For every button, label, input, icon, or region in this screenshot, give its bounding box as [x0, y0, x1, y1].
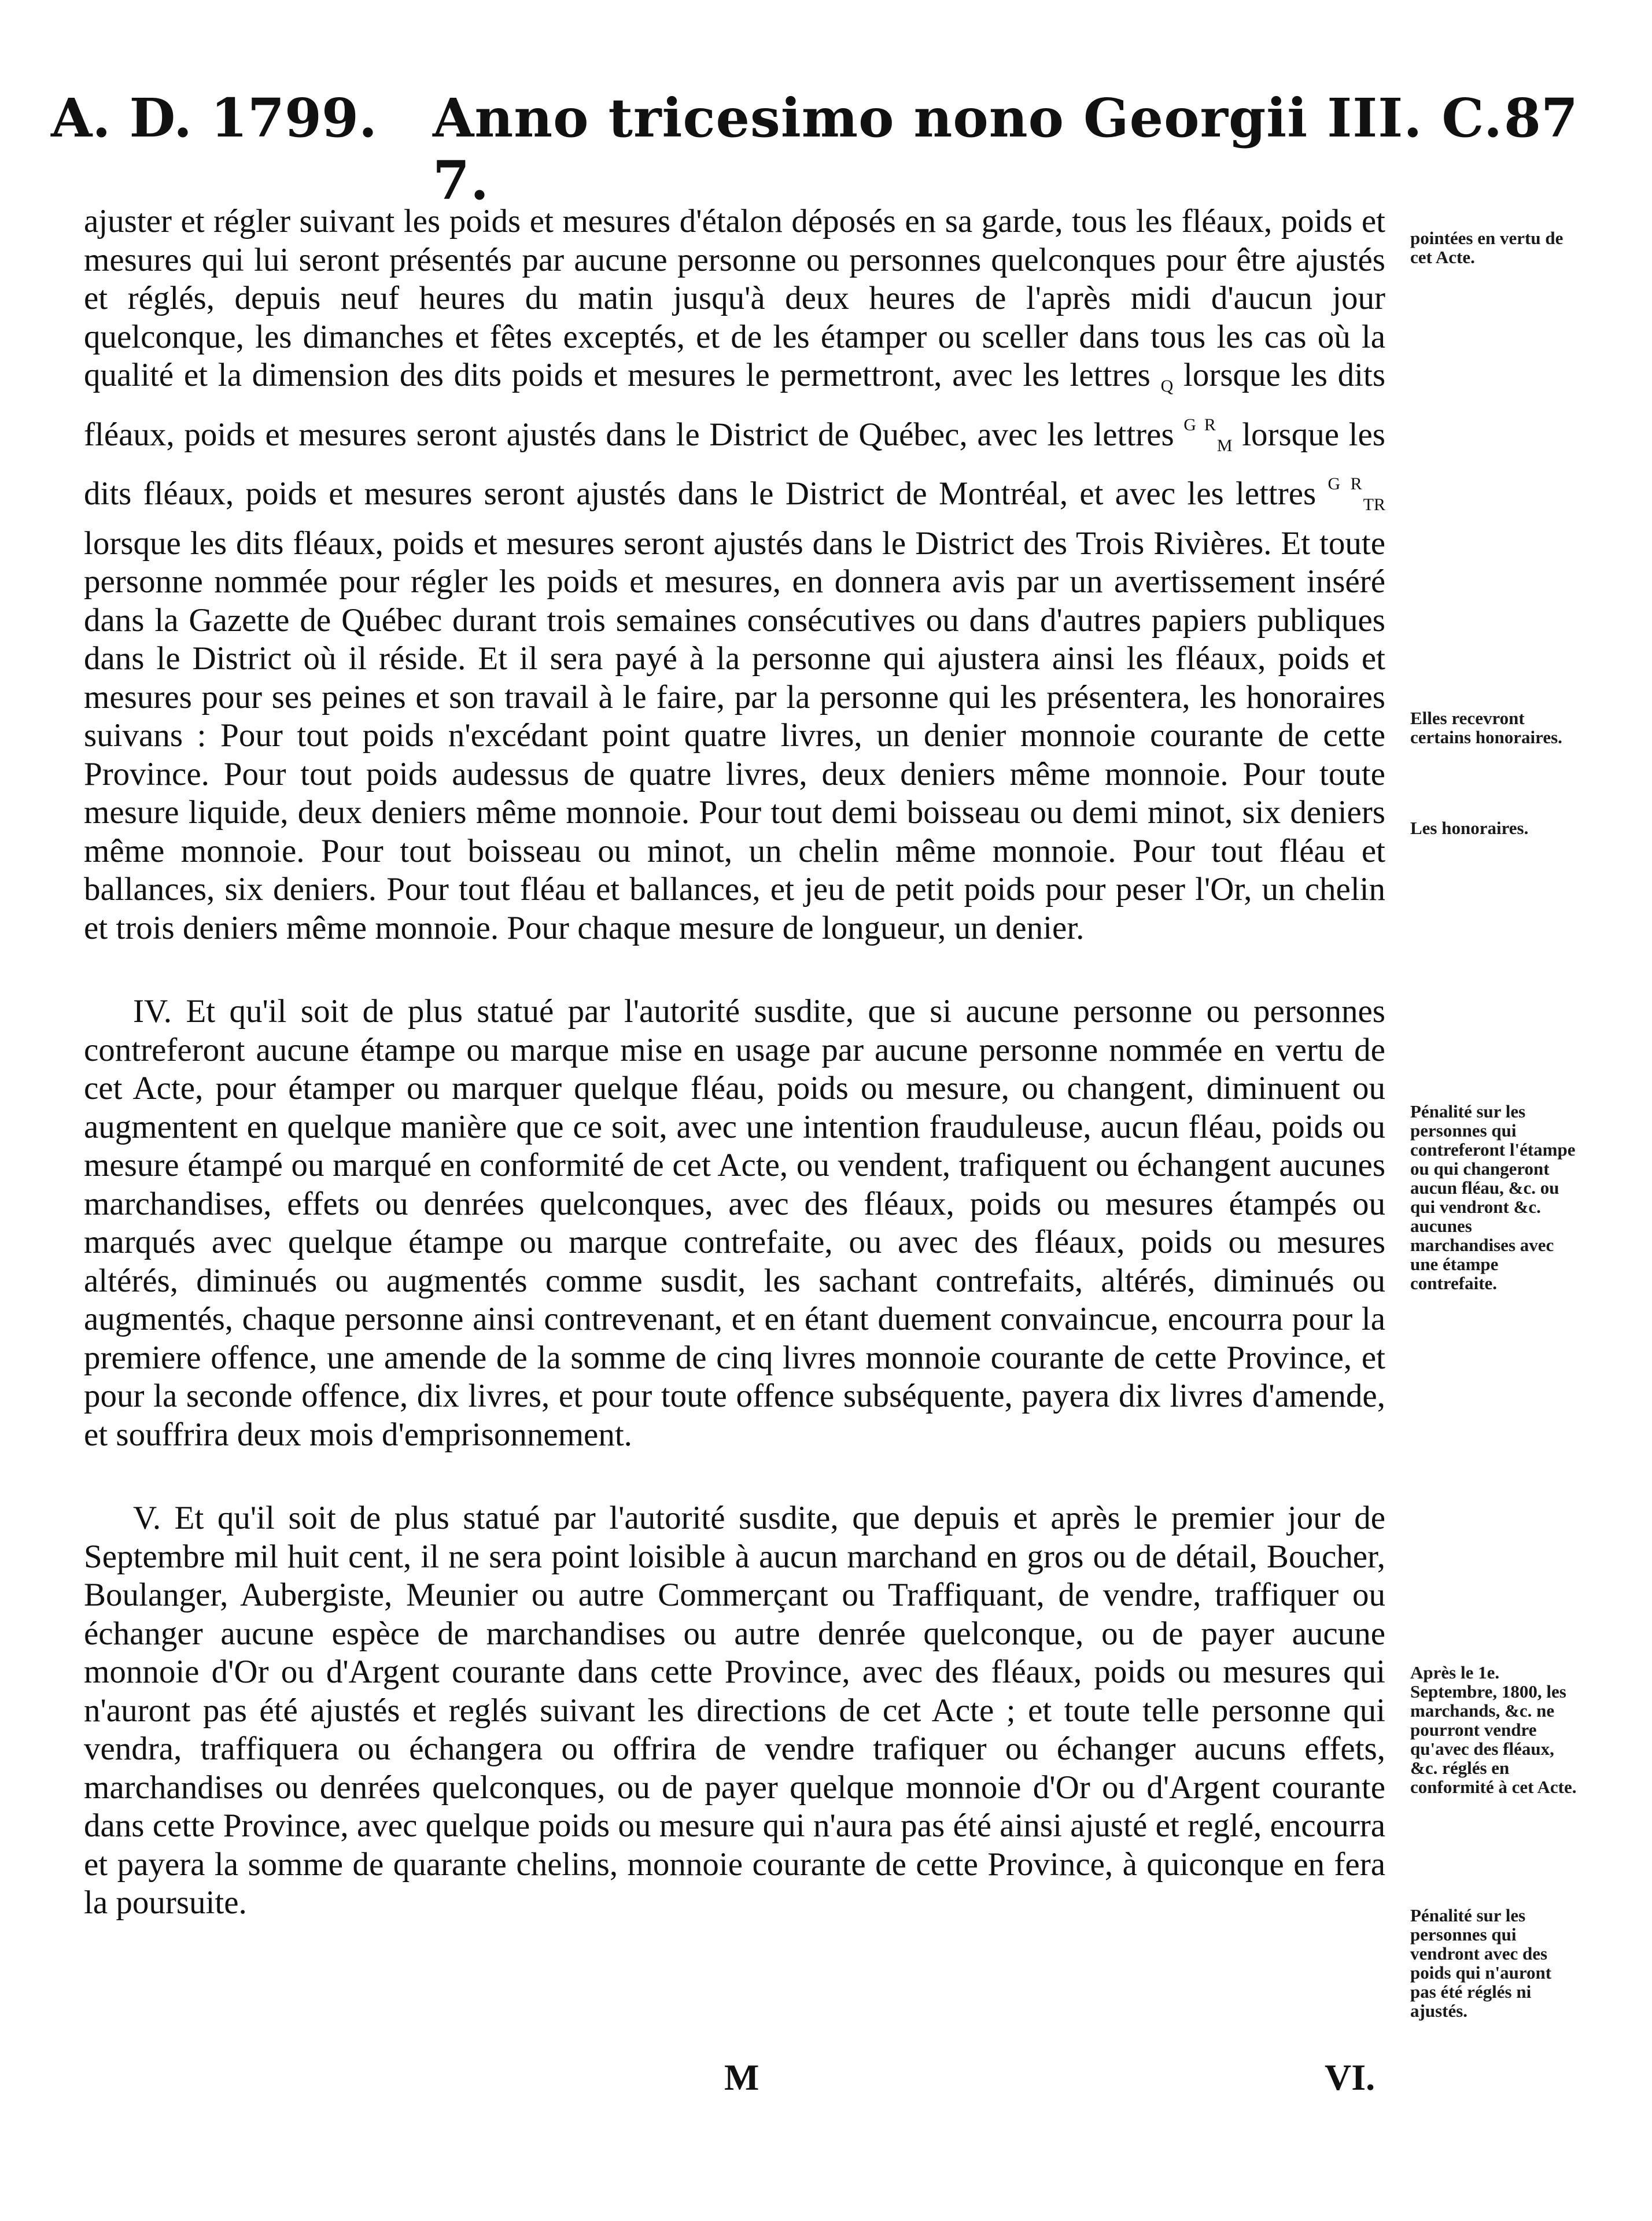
signature-mark: M	[724, 2057, 759, 2098]
stamp-mark-quebec: Q	[1160, 377, 1174, 396]
margin-note-fees: Les honoraires.	[1410, 818, 1529, 838]
margin-note-penalty-unregulated: Pénalité sur les personnes qui vendront avec des poids qui n'auront pas été réglés ni ajustés.	[1410, 1905, 1552, 2021]
margin-note-fees-received: Elles recevront certains honoraires.	[1410, 708, 1562, 747]
stamp-mark-montreal-top: G R	[1183, 415, 1217, 434]
paragraph-continued	[84, 202, 1385, 947]
running-header	[51, 81, 1578, 212]
section-v: V. Et qu'il soit de plus statué par l'autorité susdite, que depuis et après le premier jour de Septembre mil huit cent, il ne sera point loisible à aucun marchand en gros ou de détail, Boucher, Boulanger, Aubergiste, Meunier ou autre Commerçant ou Traffiquant, de vendre, traffiquer ou échanger aucune espèce de marchandises ou autre denrée quelconque, ou de payer aucune monnoie d'Or ou d'Argent courante dans cette Province, avec des fléaux, poids ou mesures qui n'auront pas été ajustés et reglés suivant les directions de cet Acte ; et toute telle personne qui vendra, traffiquera ou échangera ou offrira de vendre trafiquer ou échanger aucuns effets, marchandises ou denrées quelconques, ou de payer quelque monnoie d'Or ou d'Argent courante dans cette Province, avec quelque poids ou mesure qui n'aura pas été ainsi ajusté et reglé, encourra et payera la somme de quarante chelins, monnoie courante de cette Province, à quiconque en fera la poursuite.	[84, 1500, 1385, 1921]
stamp-mark-trois-rivieres-bottom: TR	[1363, 495, 1385, 514]
header-title: Anno tricesimo nono Georgii III. C. 7.	[433, 87, 1503, 212]
stamp-mark-trois-rivieres-top: G R	[1328, 474, 1363, 493]
paragraph-text: ajuster et régler suivant les poids et mesures d'étalon déposés en sa garde, tous les fléaux, poids et mesures qui lui seront présentés par aucune personne ou personnes quelconques pour être ajustés et réglés, depuis neuf heures du matin jusqu'à deux heures de l'après midi d'aucun jour quelconque, les dimanches et fêtes exceptés, et de les étamper ou sceller dans tous les cas où la qualité et la dimension des dits poids et mesures le permettront, avec les lettres	[84, 203, 1385, 393]
paragraph-text: lorsque les dits fléaux, poids et mesures seront ajustés dans le District des Trois Rivières. Et toute personne nommée pour régler les poids et mesures, en donnera avis par un avertissement inséré dans la Gazette de Québec durant trois semaines consécutives ou dans d'autres papiers publiques dans le District où il réside. Et il sera payé à la personne qui ajustera ainsi les fléaux, poids et mesures pour ses peines et son travail à le faire, par la personne qui les présentera, les honoraires suivans : Pour tout poids n'excédant point quatre livres, un denier monnoie courante de cette Province. Pour tout poids audessus de quatre livres, deux deniers même monnoie. Pour toute mesure liquide, deux deniers même monnoie. Pour tout demi boisseau ou demi minot, six deniers même monnoie. Pour tout boisseau ou minot, un chelin même monnoie. Pour tout fléau et ballances, six deniers. Pour tout fléau et ballances, et jeu de petit poids pour peser l'Or, un chelin et trois deniers même monnoie. Pour chaque mesure de longueur, un denier.	[84, 525, 1385, 946]
stamp-mark-montreal-bottom: M	[1216, 436, 1233, 455]
margin-note-penalty-counterfeit: Pénalité sur les personnes qui contreferont l'étampe ou qui changeront aucun fléau, &c. ou qui vendront &c. aucunes marchandises avec une étampe contrefaite.	[1410, 1101, 1576, 1293]
catchword: VI.	[1325, 2057, 1376, 2098]
section-iv: IV. Et qu'il soit de plus statué par l'autorité susdite, que si aucune personne ou personnes contreferont aucune étampe ou marque mise en usage par aucune personne nommée en vertu de cet Acte, pour étamper ou marquer quelque fléau, poids ou mesure, ou changent, diminuent ou augmentent en quelque manière que ce soit, avec une intention frauduleuse, aucun fléau, poids ou mesure étampé ou marqué en conformité de cet Acte, ou vendent, trafiquent ou échangent aucunes marchandises, effets ou denrées quelconques, avec des fléaux, poids ou mesures étampés ou marqués avec quelque étampe ou marque contrefaite, ou avec des fléaux, poids ou mesures altérés, diminués ou augmentés comme susdit, les sachant contrefaits, altérés, diminués ou augmentés, chaque personne ainsi contrevenant, et en étant duement convaincue, encourra pour la premiere offence, une amende de la somme de cinq livres monnoie courante de cette Province, et pour la seconde offence, dix livres, et pour toute offence subséquente, payera dix livres d'amende, et souffrira deux mois d'emprisonnement.	[84, 993, 1385, 1453]
page-number: 87	[1503, 87, 1578, 149]
margin-note-after-september: Après le 1e. Septembre, 1800, les marchands, &c. ne pourront vendre qu'avec des fléaux, &c. réglés en conformité à cet Acte.	[1410, 1662, 1577, 1797]
paragraph-text: lorsque les dits fléaux, poids et mesures seront ajustés dans le District de Québec, avec les lettres	[84, 357, 1386, 453]
paragraph-text: lorsque les dits fléaux, poids et mesures seront ajustés dans le District de Montréal, et avec les lettres	[84, 416, 1385, 512]
header-year: A. D. 1799.	[51, 87, 378, 149]
margin-note-appointed: pointées en vertu de cet Acte.	[1410, 228, 1564, 267]
main-text	[84, 202, 1385, 1923]
